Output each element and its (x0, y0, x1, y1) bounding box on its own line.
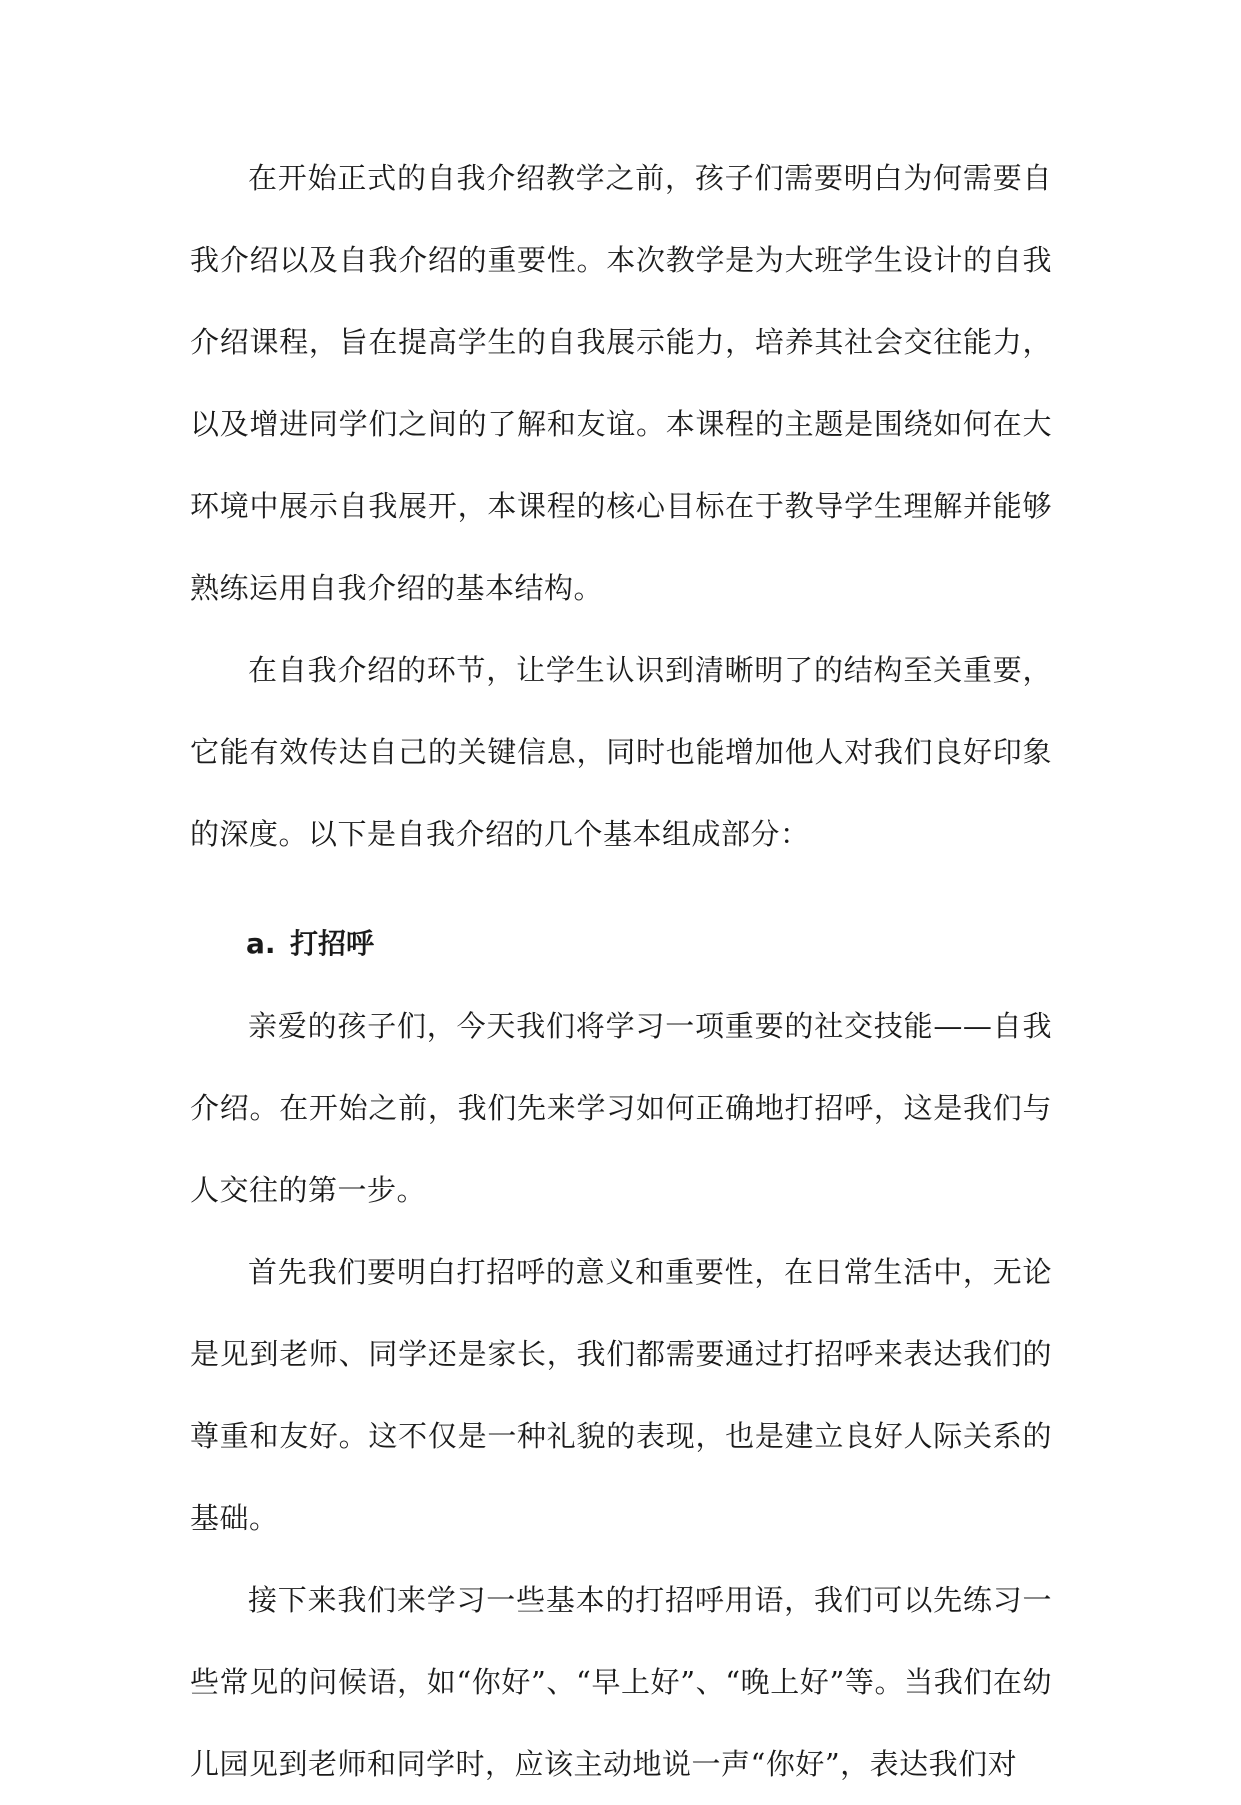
document-page (190, 137, 1052, 1805)
paragraph-a-1: 亲爱的孩子们，今天我们将学习一项重要的社交技能——自我介绍。在开始之前，我们先来学习如何正确地打招呼，这是我们与人交往的第一步。 (190, 1009, 1052, 1207)
section-marker: a. (246, 927, 276, 960)
section-heading-a (190, 903, 1052, 985)
paragraph-intro-2: 在自我介绍的环节，让学生认识到清晰明了的结构至关重要，它能有效传达自己的关键信息，同时也能增加他人对我们良好印象的深度。以下是自我介绍的几个基本组成部分： (190, 653, 1052, 851)
paragraph-a-2: 首先我们要明白打招呼的意义和重要性，在日常生活中，无论是见到老师、同学还是家长，我们都需要通过打招呼来表达我们的尊重和友好。这不仅是一种礼貌的表现，也是建立良好人际关系的基础。 (190, 1255, 1052, 1535)
paragraph-a-3: 接下来我们来学习一些基本的打招呼用语，我们可以先练习一些常见的问候语，如“你好”、“早上好”、“晚上好”等。当我们在幼儿园见到老师和同学时，应该主动地说一声“你好”，表达我们对 (190, 1583, 1052, 1781)
paragraph-intro-1: 在开始正式的自我介绍教学之前，孩子们需要明白为何需要自我介绍以及自我介绍的重要性。本次教学是为大班学生设计的自我介绍课程，旨在提高学生的自我展示能力，培养其社会交往能力，以及增进同学们之间的了解和友谊。本课程的主题是围绕如何在大环境中展示自我展开，本课程的核心目标在于教导学生理解并能够熟练运用自我介绍的基本结构。 (190, 161, 1052, 605)
section-title: 打招呼 (290, 927, 375, 960)
